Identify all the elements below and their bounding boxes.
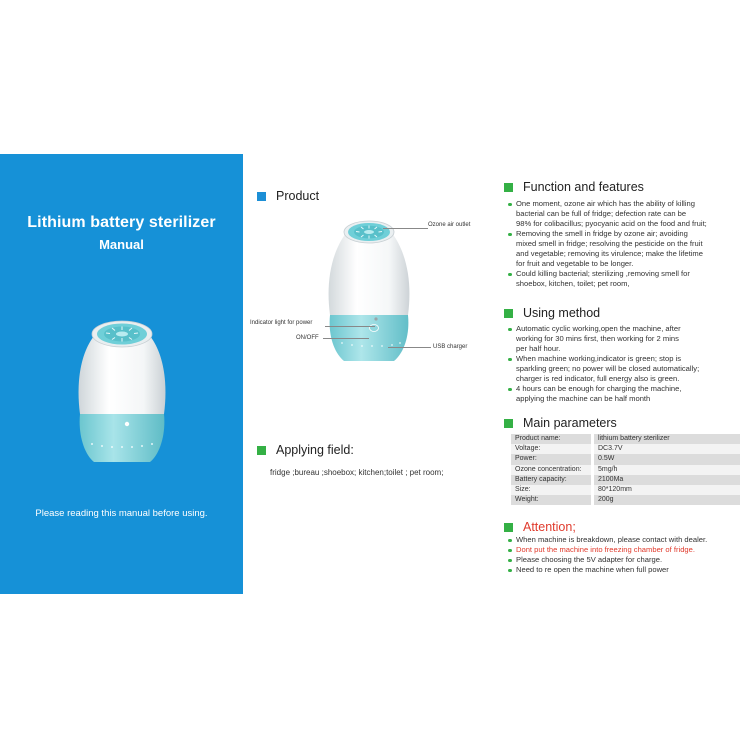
table-row — [511, 444, 740, 454]
table-row — [511, 485, 740, 495]
attention-item: Need to re open the machine when full power — [508, 565, 707, 575]
param-value: 80*120mm — [593, 485, 741, 495]
sterilizer-device-image — [72, 314, 172, 466]
using-item: Automatic cyclic working,open the machine, after working for 30 mins first, then working for 2 mins per half hour. — [508, 324, 699, 354]
function-heading-label: Function and features — [523, 180, 644, 194]
using-heading — [504, 306, 600, 320]
param-key: Ozone concentration: — [511, 465, 593, 475]
applying-field-text: fridge ;bureau ;shoebox; kitchen;toilet ; pet room; — [270, 468, 444, 477]
table-row — [511, 475, 740, 485]
param-value: 0.5W — [593, 454, 741, 464]
table-row — [511, 434, 740, 444]
cover-subtitle: Manual — [99, 237, 144, 252]
table-row — [511, 465, 740, 475]
product-heading — [257, 189, 319, 203]
table-row — [511, 454, 740, 464]
function-item: Could killing bacterial; sterilizing ,removing smell for shoebox, kitchen, toilet; pet room, — [508, 269, 707, 289]
section-marker-icon — [504, 419, 513, 428]
attention-item: When machine is breakdown, please contact with dealer. — [508, 535, 707, 545]
param-value: DC3.7V — [593, 444, 741, 454]
function-item: One moment, ozone air which has the ability of killing bacterial can be full of fridge; defection rate can be 98% for colibacillus; pyocyanic acid on the food and fruit; — [508, 199, 707, 229]
attention-list — [508, 535, 707, 575]
param-value: 200g — [593, 495, 741, 505]
usb-leader — [388, 347, 431, 348]
param-key: Power: — [511, 454, 593, 464]
using-item: 4 hours can be enough for charging the machine, applying the machine can be half month — [508, 384, 699, 404]
usb-callout: USB charger — [433, 344, 468, 350]
param-key: Voltage: — [511, 444, 593, 454]
params-table — [511, 434, 740, 505]
attention-heading — [504, 520, 576, 534]
function-item: Removing the smell in fridge by ozone air; avoiding mixed smell in fridge; resolving the pesticide on the fruit and vegetable; removing its virulence; make the lifetime for fruit and vegetable to be longer. — [508, 229, 707, 269]
attention-item: Please choosing the 5V adapter for charge. — [508, 555, 707, 565]
manual-content-panel — [243, 154, 750, 594]
onoff-leader — [323, 338, 369, 339]
ozone-outlet-callout: Ozone air outlet — [428, 222, 471, 228]
param-value: lithium battery sterilizer — [593, 434, 741, 444]
using-heading-label: Using method — [523, 306, 601, 320]
function-heading — [504, 180, 644, 194]
applying-heading — [257, 443, 354, 457]
section-marker-icon — [504, 523, 513, 532]
section-marker-icon — [504, 309, 513, 318]
params-heading-label: Main parameters — [523, 416, 617, 430]
ozone-outlet-leader — [383, 228, 428, 229]
using-item: When machine working,indicator is green; stop is sparkling green; no power will be closed automatically; charger is red indicator, full energy also is green. — [508, 354, 699, 384]
param-key: Weight: — [511, 495, 593, 505]
section-marker-icon — [504, 183, 513, 192]
table-row — [511, 495, 740, 505]
onoff-callout: ON/OFF — [296, 335, 319, 341]
param-value: 2100Ma — [593, 475, 741, 485]
cover-panel — [0, 154, 243, 594]
cover-note: Please reading this manual before using. — [35, 508, 208, 519]
cover-title: Lithium battery sterilizer — [27, 214, 216, 231]
params-heading — [504, 416, 617, 430]
param-key: Battery capacity: — [511, 475, 593, 485]
applying-heading-label: Applying field: — [276, 443, 354, 457]
indicator-callout: Indicator light for power — [250, 320, 313, 326]
section-marker-icon — [257, 446, 266, 455]
product-heading-label: Product — [276, 189, 320, 203]
attention-heading-label: Attention; — [523, 520, 576, 534]
param-key: Size: — [511, 485, 593, 495]
param-value: 5mg/h — [593, 465, 741, 475]
indicator-leader — [325, 326, 375, 327]
section-marker-icon — [257, 192, 266, 201]
function-list — [508, 199, 707, 289]
param-key: Product name: — [511, 434, 593, 444]
using-list — [508, 324, 699, 404]
attention-item: Dont put the machine into freezing chamber of fridge. — [508, 545, 707, 555]
product-device-image — [324, 215, 414, 365]
